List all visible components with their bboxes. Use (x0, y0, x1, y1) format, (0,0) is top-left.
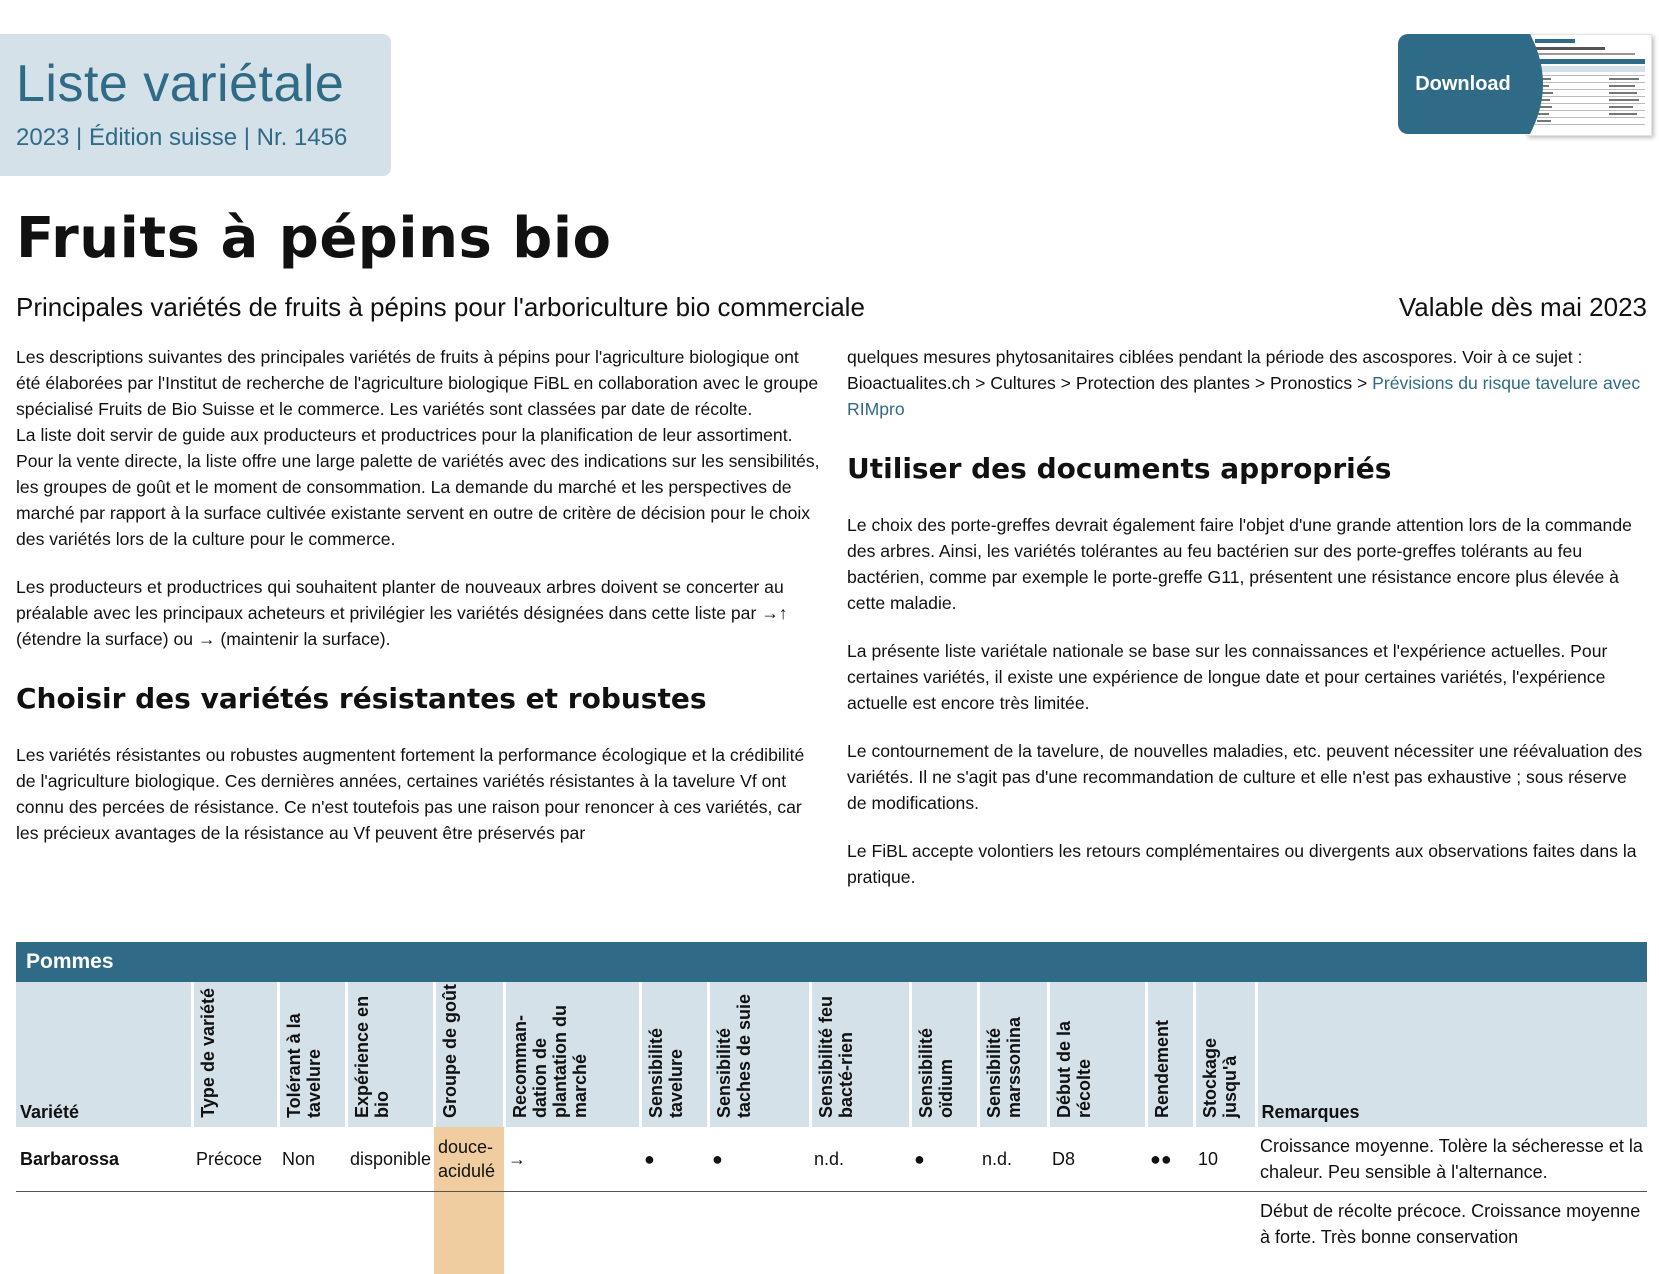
section-heading-documents: Utiliser des documents appropriés (847, 456, 1647, 482)
page-subtitle: Principales variétés de fruits à pépins pour l'arboriculture bio commerciale (16, 292, 865, 323)
col-header-marssonina: Sensibilité marssonina (978, 982, 1048, 1127)
col-header-recommendation: Recomman-dation de plantation du marché (504, 982, 640, 1127)
rootstock-paragraph: Le choix des porte-greffes devrait également faire l'objet d'une grande attention lors de la commande des arbres. Ainsi, les variétés tolérantes au feu bactérien sur des porte-greffes tolérants au feu bactérien, comme par exemple le porte-greffe G11, présentent une résistance encore plus élevée à cette maladie. (847, 512, 1647, 616)
harvest-start: D8 (1048, 1127, 1146, 1192)
edition-subtitle: 2023 | Édition suisse | Nr. 1456 (16, 124, 347, 152)
scab-sensitivity: ● (640, 1127, 708, 1192)
variety-name: Barbarossa (16, 1127, 192, 1192)
varieties-table (16, 982, 1647, 1274)
reevaluation-paragraph: Le contournement de la tavelure, de nouvelles maladies, etc. peuvent nécessiter une réévaluation des variétés. Il ne s'agit pas d'une recommandation de culture et elle n'est pas exhaustive ; sous réserve de modifications. (847, 738, 1647, 816)
left-column (16, 344, 822, 868)
validity-date: Valable dès mai 2023 (1399, 292, 1647, 323)
col-header-storage: Stockage jusqu'à (1194, 982, 1256, 1127)
table-row (16, 1192, 1647, 1274)
experience-paragraph: La présente liste variétale nationale se base sur les connaissances et l'expérience actuelles. Pour certaines variétés, il existe une expérience de longue date et pour certaines variétés, l'expérience actuelle est encore très limitée. (847, 638, 1647, 716)
variety-type: Précoce (192, 1127, 278, 1192)
remarks-text: Croissance moyenne. Tolère la sécheresse et la chaleur. Peu sensible à l'alternance. (1256, 1127, 1647, 1192)
market-recommendation: → (504, 1127, 640, 1192)
col-header-remarks: Remarques (1256, 982, 1647, 1127)
right-column (847, 344, 1647, 912)
ascospore-paragraph (847, 344, 1647, 422)
mildew-sensitivity: ● (910, 1127, 978, 1192)
page-title: Fruits à pépins bio (16, 206, 612, 271)
feedback-paragraph: Le FiBL accepte volontiers les retours complémentaires ou divergents aux observations faites dans la pratique. (847, 838, 1647, 890)
rimpro-link[interactable]: Prévisions du risque tavelure avec RIMpro (847, 373, 1640, 419)
col-header-mildew: Sensibilité oïdium (910, 982, 978, 1127)
col-header-tolerant: Tolérant à la tavelure (278, 982, 346, 1127)
section-heading-resistant: Choisir des variétés résistantes et robustes (16, 686, 822, 712)
download-button[interactable]: Download (1398, 34, 1528, 134)
table-row (16, 1127, 1647, 1192)
col-header-experience: Expérience en bio (346, 982, 434, 1127)
varieties-table-section (16, 942, 1647, 1274)
marssonina-sensitivity: n.d. (978, 1127, 1048, 1192)
taste-group (434, 1192, 504, 1274)
col-header-sooty: Sensibilité taches de suie (708, 982, 810, 1127)
remarks-text: Début de récolte précoce. Croissance moyenne à forte. Très bonne conservation (1256, 1192, 1647, 1274)
storage-until: 10 (1194, 1127, 1256, 1192)
sooty-sensitivity: ● (708, 1127, 810, 1192)
col-header-yield: Rendement (1146, 982, 1194, 1127)
table-header-row (16, 982, 1647, 1127)
resistant-paragraph: Les variétés résistantes ou robustes augmentent fortement la performance écologique et la crédibilité de l'agriculture biologique. Ces dernières années, certaines variétés résistantes à la tavelure Vf ont connu des percées de résistance. Ce n'est toutefois pas une raison pour renoncer à ces variétés, car les précieux avantages de la résistance au Vf peuvent être préservés par (16, 742, 822, 846)
col-header-fireblight: Sensibilité feu bacté-rien (810, 982, 910, 1127)
download-widget[interactable] (1398, 34, 1650, 134)
fireblight-sensitivity: n.d. (810, 1127, 910, 1192)
table-section-title: Pommes (16, 942, 1647, 982)
planting-paragraph: Les producteurs et productrices qui souhaitent planter de nouveaux arbres doivent se concerter au préalable avec les principaux acheteurs et privilégier les variétés désignées dans cette liste par →↑ (étendre la surface) ou → (maintenir la surface). (16, 574, 822, 652)
col-header-harvest: Début de la récolte (1048, 982, 1146, 1127)
col-header-variety: Variété (16, 982, 192, 1127)
organic-experience: disponible (346, 1127, 434, 1192)
ascospore-text: quelques mesures phytosanitaires ciblées pendant la période des ascospores. Voir à ce sujet : Bioactualites.ch > Cultures > Protection des plantes > Pronostics > (847, 347, 1582, 393)
taste-group: douce-acidulé (434, 1127, 504, 1192)
list-title: Liste variétale (16, 54, 344, 114)
col-header-type: Type de variété (192, 982, 278, 1127)
col-header-taste: Groupe de goût (434, 982, 504, 1127)
guide-paragraph: La liste doit servir de guide aux producteurs et productrices pour la planification de leur assortiment. Pour la vente directe, la liste offre une large palette de variétés avec des indications sur les sensibilités, les groupes de goût et le moment de consommation. La demande du marché et les perspectives de marché par rapport à la surface cultivée existante servent en outre de critère de décision pour le choix des variétés lors de la culture pour le commerce. (16, 422, 822, 552)
col-header-scab: Sensibilité tavelure (640, 982, 708, 1127)
intro-paragraph: Les descriptions suivantes des principales variétés de fruits à pépins pour l'agriculture biologique ont été élaborées par l'Institut de recherche de l'agriculture biologique FiBL en collaboration avec le groupe spécialisé Fruits de Bio Suisse et le commerce. Les variétés sont classées par date de récolte. (16, 344, 822, 422)
yield-rating: ●● (1146, 1127, 1194, 1192)
scab-tolerance: Non (278, 1127, 346, 1192)
